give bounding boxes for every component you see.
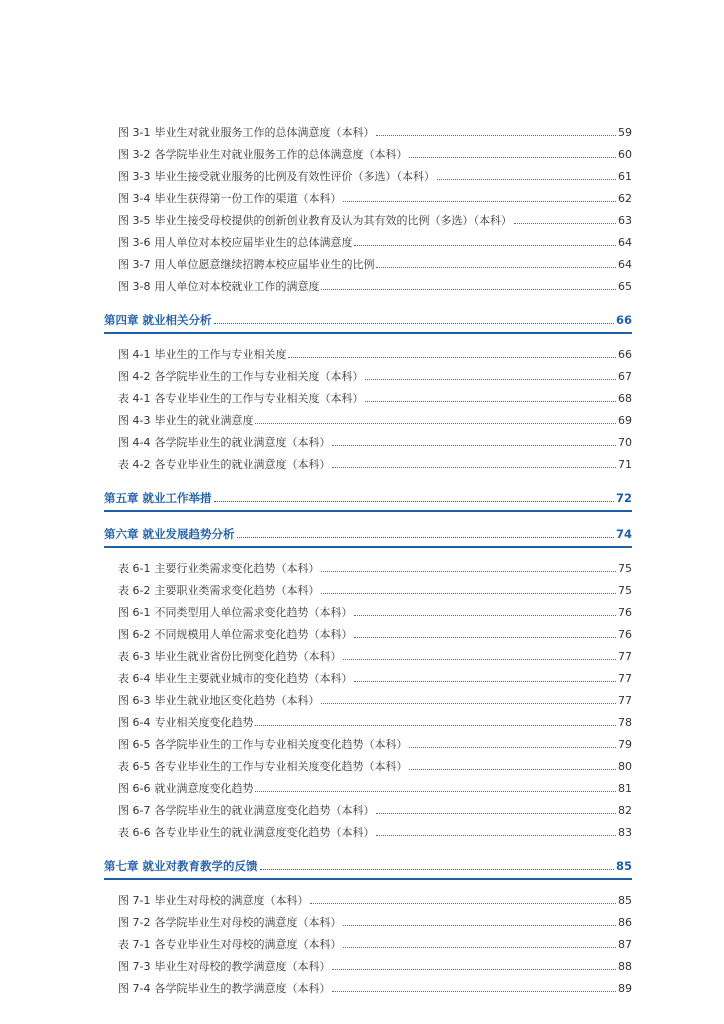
entry-text: 毕业生对母校的满意度（本科）: [154, 894, 309, 907]
entry-page-number: 81: [618, 782, 632, 795]
dot-leader: [343, 916, 616, 926]
entry-page-number: 69: [618, 414, 632, 427]
entry-figure-number: 表 6-1: [118, 562, 151, 575]
toc-entry-link[interactable]: [104, 668, 632, 690]
entry-page-number: 79: [618, 738, 632, 751]
entry-title: [118, 778, 253, 800]
entry-page-number: 88: [618, 960, 632, 973]
entry-text: 毕业生的工作与专业相关度: [154, 348, 287, 361]
entry-figure-number: 图 3-5: [118, 214, 151, 227]
toc-chapter-link[interactable]: [104, 308, 632, 334]
entry-text: 毕业生对母校的教学满意度（本科）: [154, 960, 331, 973]
chapter-title: 第五章 就业工作举措: [104, 491, 212, 505]
toc-entry-link[interactable]: [104, 712, 632, 734]
toc-chapter-link[interactable]: [104, 486, 632, 512]
toc-entry-link[interactable]: [104, 558, 632, 580]
entry-text: 各专业毕业生的就业满意度（本科）: [154, 458, 331, 471]
chapter-title: 第四章 就业相关分析: [104, 313, 212, 327]
dot-leader: [343, 192, 616, 202]
entry-page-number: 75: [618, 562, 632, 575]
entry-page-number: 64: [618, 258, 632, 271]
entry-title: [118, 890, 308, 912]
dot-leader: [354, 672, 616, 682]
entry-text: 各学院毕业生的就业满意度变化趋势（本科）: [154, 804, 375, 817]
dot-leader: [376, 804, 616, 814]
entry-figure-number: 表 6-5: [118, 760, 151, 773]
entry-title: [118, 254, 374, 276]
toc-entry-link[interactable]: [104, 624, 632, 646]
entry-text: 毕业生就业地区变化趋势（本科）: [154, 694, 320, 707]
dot-leader: [237, 528, 614, 538]
toc-entry-link[interactable]: [104, 410, 632, 432]
entry-title: [118, 602, 352, 624]
entry-title: [118, 454, 330, 476]
toc-entry-link[interactable]: [104, 978, 632, 1000]
entry-title: [118, 580, 319, 602]
entry-title: [118, 232, 352, 254]
dot-leader: [409, 148, 616, 158]
entry-figure-number: 表 6-2: [118, 584, 151, 597]
table-of-contents: [104, 122, 632, 1000]
toc-entry-link[interactable]: [104, 144, 632, 166]
dot-leader: [514, 214, 616, 224]
dot-leader: [260, 860, 614, 870]
entry-page-number: 80: [618, 760, 632, 773]
entry-figure-number: 图 6-6: [118, 782, 151, 795]
entry-figure-number: 图 7-4: [118, 982, 151, 995]
entry-page-number: 89: [618, 982, 632, 995]
entry-figure-number: 图 6-3: [118, 694, 151, 707]
entry-figure-number: 表 7-1: [118, 938, 151, 951]
dot-leader: [354, 606, 616, 616]
entry-page-number: 86: [618, 916, 632, 929]
entry-text: 就业满意度变化趋势: [154, 782, 254, 795]
entry-figure-number: 表 4-1: [118, 392, 151, 405]
entry-text: 各学院毕业生的教学满意度（本科）: [154, 982, 331, 995]
entry-title: [118, 690, 319, 712]
dot-leader: [332, 458, 616, 468]
toc-entry-link[interactable]: [104, 800, 632, 822]
entry-text: 各学院毕业生的就业满意度（本科）: [154, 436, 331, 449]
entry-title: [118, 668, 352, 690]
entry-text: 专业相关度变化趋势: [154, 716, 254, 729]
entry-figure-number: 表 6-3: [118, 650, 151, 663]
entry-figure-number: 图 6-4: [118, 716, 151, 729]
entry-figure-number: 图 3-7: [118, 258, 151, 271]
entry-page-number: 70: [618, 436, 632, 449]
toc-entry-link[interactable]: [104, 166, 632, 188]
dot-leader: [214, 314, 614, 324]
entry-text: 各专业毕业生的就业满意度变化趋势（本科）: [154, 826, 375, 839]
entry-text: 用人单位对本校应届毕业生的总体满意度: [154, 236, 353, 249]
entry-title: [118, 188, 341, 210]
toc-entry-link[interactable]: [104, 122, 632, 144]
entry-text: 毕业生对就业服务工作的总体满意度（本科）: [154, 126, 375, 139]
dot-leader: [332, 436, 616, 446]
entry-title: [118, 558, 319, 580]
entry-page-number: 76: [618, 606, 632, 619]
entry-title: [118, 756, 407, 778]
entry-figure-number: 表 6-6: [118, 826, 151, 839]
entry-text: 毕业生主要就业城市的变化趋势（本科）: [154, 672, 353, 685]
dot-leader: [376, 258, 616, 268]
dot-leader: [437, 170, 616, 180]
dot-leader: [354, 628, 616, 638]
dot-leader: [214, 492, 614, 502]
chapter-title: 第七章 就业对教育教学的反馈: [104, 859, 258, 873]
entry-title: [118, 122, 374, 144]
toc-entry-link[interactable]: [104, 822, 632, 844]
entry-page-number: 85: [618, 894, 632, 907]
entry-figure-number: 图 7-1: [118, 894, 151, 907]
dot-leader: [255, 782, 616, 792]
toc-entry-link[interactable]: [104, 602, 632, 624]
entry-title: [118, 912, 341, 934]
entry-text: 毕业生接受就业服务的比例及有效性评价（多选）（本科）: [154, 170, 435, 183]
entry-text: 主要行业类需求变化趋势（本科）: [154, 562, 320, 575]
entry-figure-number: 图 7-2: [118, 916, 151, 929]
toc-chapter-link[interactable]: [104, 854, 632, 880]
entry-figure-number: 表 6-4: [118, 672, 151, 685]
entry-page-number: 77: [618, 694, 632, 707]
entry-title: [118, 822, 374, 844]
entry-text: 毕业生就业省份比例变化趋势（本科）: [154, 650, 342, 663]
entry-figure-number: 图 4-3: [118, 414, 151, 427]
chapter-title: 第六章 就业发展趋势分析: [104, 527, 235, 541]
entry-page-number: 64: [618, 236, 632, 249]
entry-figure-number: 图 6-7: [118, 804, 151, 817]
entry-text: 不同规模用人单位需求变化趋势（本科）: [154, 628, 353, 641]
entry-figure-number: 图 4-1: [118, 348, 151, 361]
entry-title: [118, 956, 330, 978]
dot-leader: [409, 760, 616, 770]
entry-text: 不同类型用人单位需求变化趋势（本科）: [154, 606, 353, 619]
entry-figure-number: 表 4-2: [118, 458, 151, 471]
dot-leader: [343, 938, 616, 948]
entry-title: [118, 978, 330, 1000]
entry-page-number: 76: [618, 628, 632, 641]
entry-title: [118, 344, 286, 366]
dot-leader: [409, 738, 616, 748]
entry-page-number: 77: [618, 672, 632, 685]
chapter-page-number: 66: [615, 313, 632, 327]
entry-text: 各学院毕业生对母校的满意度（本科）: [154, 916, 342, 929]
entry-page-number: 77: [618, 650, 632, 663]
dot-leader: [321, 562, 616, 572]
entry-figure-number: 图 3-6: [118, 236, 151, 249]
entry-figure-number: 图 3-4: [118, 192, 151, 205]
toc-entry-link[interactable]: [104, 778, 632, 800]
entry-page-number: 65: [618, 280, 632, 293]
entry-page-number: 83: [618, 826, 632, 839]
toc-entry-link[interactable]: [104, 188, 632, 210]
entry-text: 各学院毕业生的工作与专业相关度变化趋势（本科）: [154, 738, 408, 751]
toc-entry-link[interactable]: [104, 454, 632, 476]
toc-entry-link[interactable]: [104, 276, 632, 298]
dot-leader: [343, 650, 616, 660]
entry-page-number: 62: [618, 192, 632, 205]
toc-entry-link[interactable]: [104, 580, 632, 602]
entry-text: 各学院毕业生的工作与专业相关度（本科）: [154, 370, 364, 383]
entry-text: 毕业生获得第一份工作的渠道（本科）: [154, 192, 342, 205]
entry-title: [118, 388, 363, 410]
entry-text: 各学院毕业生对就业服务工作的总体满意度（本科）: [154, 148, 408, 161]
entry-figure-number: 图 6-5: [118, 738, 151, 751]
chapter-page-number: 85: [615, 859, 632, 873]
entry-title: [118, 432, 330, 454]
entry-text: 各专业毕业生对母校的满意度（本科）: [154, 938, 342, 951]
toc-entry-link[interactable]: [104, 912, 632, 934]
entry-text: 各专业毕业生的工作与专业相关度变化趋势（本科）: [154, 760, 408, 773]
entry-figure-number: 图 3-1: [118, 126, 151, 139]
toc-entry-link[interactable]: [104, 254, 632, 276]
entry-figure-number: 图 6-2: [118, 628, 151, 641]
dot-leader: [321, 694, 616, 704]
dot-leader: [255, 414, 616, 424]
toc-chapter-link[interactable]: [104, 522, 632, 548]
toc-entry-link[interactable]: [104, 690, 632, 712]
dot-leader: [365, 392, 616, 402]
entry-title: [118, 624, 352, 646]
entry-title: [118, 410, 253, 432]
entry-figure-number: 图 3-8: [118, 280, 151, 293]
toc-entry-link[interactable]: [104, 734, 632, 756]
toc-entry-link[interactable]: [104, 646, 632, 668]
dot-leader: [365, 370, 616, 380]
dot-leader: [310, 894, 616, 904]
entry-page-number: 78: [618, 716, 632, 729]
dot-leader: [321, 280, 616, 290]
entry-page-number: 67: [618, 370, 632, 383]
entry-text: 毕业生的就业满意度: [154, 414, 254, 427]
entry-figure-number: 图 3-3: [118, 170, 151, 183]
entry-figure-number: 图 3-2: [118, 148, 151, 161]
entry-text: 用人单位愿意继续招聘本校应届毕业生的比例: [154, 258, 375, 271]
dot-leader: [255, 716, 616, 726]
dot-leader: [376, 126, 616, 136]
dot-leader: [321, 584, 616, 594]
entry-figure-number: 图 4-2: [118, 370, 151, 383]
entry-figure-number: 图 6-1: [118, 606, 151, 619]
entry-figure-number: 图 7-3: [118, 960, 151, 973]
toc-entry-link[interactable]: [104, 388, 632, 410]
entry-page-number: 59: [618, 126, 632, 139]
entry-text: 各专业毕业生的工作与专业相关度（本科）: [154, 392, 364, 405]
entry-title: [118, 276, 319, 298]
entry-page-number: 75: [618, 584, 632, 597]
toc-entry-link[interactable]: [104, 756, 632, 778]
entry-title: [118, 734, 407, 756]
entry-text: 主要职业类需求变化趋势（本科）: [154, 584, 320, 597]
entry-title: [118, 712, 253, 734]
dot-leader: [332, 982, 616, 992]
toc-entry-link[interactable]: [104, 432, 632, 454]
entry-page-number: 82: [618, 804, 632, 817]
entry-page-number: 61: [618, 170, 632, 183]
toc-entry-link[interactable]: [104, 210, 632, 232]
dot-leader: [288, 348, 616, 358]
dot-leader: [376, 826, 616, 836]
entry-title: [118, 646, 341, 668]
chapter-page-number: 74: [615, 527, 632, 541]
toc-entry-link[interactable]: [104, 366, 632, 388]
entry-page-number: 87: [618, 938, 632, 951]
dot-leader: [354, 236, 616, 246]
chapter-page-number: 72: [615, 491, 632, 505]
toc-entry-link[interactable]: [104, 934, 632, 956]
entry-text: 毕业生接受母校提供的创新创业教育及认为其有效的比例（多选）（本科）: [154, 214, 512, 227]
entry-title: [118, 800, 374, 822]
toc-entry-link[interactable]: [104, 890, 632, 912]
entry-figure-number: 图 4-4: [118, 436, 151, 449]
toc-entry-link[interactable]: [104, 956, 632, 978]
toc-entry-link[interactable]: [104, 232, 632, 254]
entry-page-number: 68: [618, 392, 632, 405]
entry-page-number: 66: [618, 348, 632, 361]
toc-entry-link[interactable]: [104, 344, 632, 366]
entry-page-number: 63: [618, 214, 632, 227]
entry-title: [118, 934, 341, 956]
entry-title: [118, 144, 407, 166]
entry-title: [118, 166, 435, 188]
entry-title: [118, 366, 363, 388]
entry-text: 用人单位对本校就业工作的满意度: [154, 280, 320, 293]
entry-page-number: 71: [618, 458, 632, 471]
entry-page-number: 60: [618, 148, 632, 161]
dot-leader: [332, 960, 616, 970]
entry-title: [118, 210, 512, 232]
